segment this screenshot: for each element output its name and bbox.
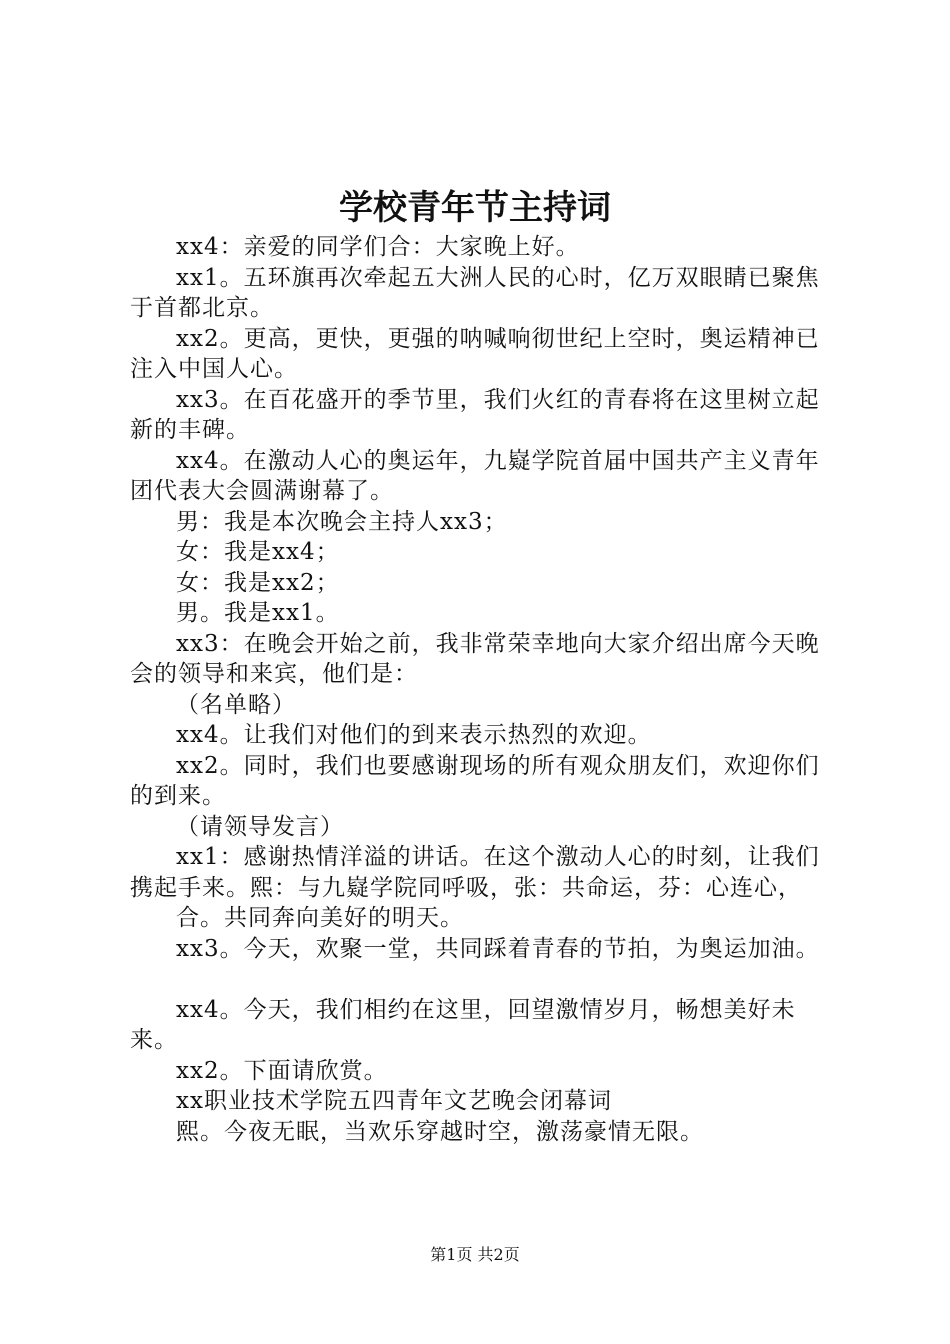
- document-title: 学校青年节主持词: [339, 188, 611, 228]
- paragraph: 女：我是xx2；: [176, 569, 340, 596]
- paragraph: xx4。在激动人心的奥运年，九嶷学院首届中国共产主义青年团代表大会圆满谢幕了。: [130, 447, 820, 504]
- paragraph: xx4。今天，我们相约在这里，回望激情岁月，畅想美好未来。: [130, 996, 796, 1053]
- blank-line: [130, 964, 840, 995]
- paragraph: xx2。下面请欣赏。: [176, 1057, 388, 1084]
- paragraph: xx1。五环旗再次牵起五大洲人民的心时，亿万双眼睛已聚焦于首都北京。: [130, 264, 820, 321]
- paragraph: 男。我是xx1。: [176, 600, 340, 626]
- paragraph: xx3：在晚会开始之前，我非常荣幸地向大家介绍出席今天晚会的领导和来宾，他们是：: [130, 630, 820, 687]
- paragraph: xx3。在百花盛开的季节里，我们火红的青春将在这里树立起新的丰碑。: [130, 386, 820, 443]
- paragraph: xx职业技术学院五四青年文艺晚会闭幕词: [176, 1088, 612, 1114]
- paragraph: xx3。今天，欢聚一堂，共同踩着青春的节拍，为奥运加油。: [176, 935, 820, 962]
- document-body: [130, 232, 840, 1147]
- paragraph: 合。共同奔向美好的明天。: [176, 905, 464, 931]
- paragraph: 男：我是本次晚会主持人xx3；: [176, 508, 508, 535]
- page-footer: 第1页 共2页: [430, 1245, 520, 1264]
- paragraph: xx1：感谢热情洋溢的讲话。在这个激动人心的时刻，让我们携起手来。熙：与九嶷学院同呼吸，张：共命运，芬：心连心，: [130, 844, 820, 901]
- paragraph: xx2。更高，更快，更强的呐喊响彻世纪上空时，奥运精神已注入中国人心。: [130, 325, 820, 382]
- paragraph: xx4：亲爱的同学们合：大家晚上好。: [176, 234, 580, 260]
- paragraph: （名单略）: [176, 691, 296, 718]
- paragraph: 女：我是xx4；: [176, 539, 340, 565]
- paragraph: xx4。让我们对他们的到来表示热烈的欢迎。: [176, 722, 652, 748]
- paragraph: 熙。今夜无眠，当欢乐穿越时空，激荡豪情无限。: [176, 1118, 704, 1145]
- paragraph: （请领导发言）: [176, 813, 344, 840]
- paragraph: xx2。同时，我们也要感谢现场的所有观众朋友们，欢迎你们的到来。: [130, 752, 820, 809]
